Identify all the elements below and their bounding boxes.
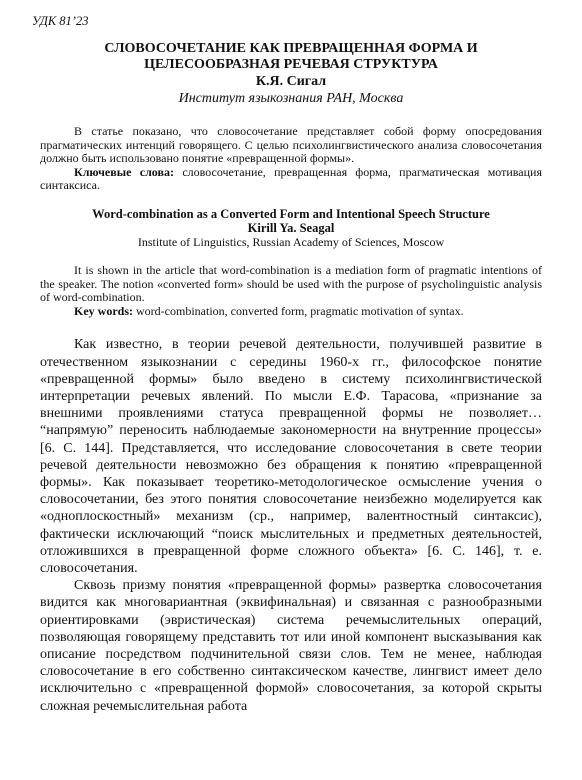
abstract-en-text: It is shown in the article that word-combination is a mediation form of pragmatic intentions of the speaker. The notion «converted form» should be used with the purpose of psycholinguistic analysis of word-combination. bbox=[40, 262, 542, 305]
article-title-en: Word-combination as a Converted Form and Intentional Speech Structure bbox=[92, 206, 490, 221]
title-ru-line-2: ЦЕЛЕСООБРАЗНАЯ РЕЧЕВАЯ СТРУКТУРА bbox=[144, 57, 438, 72]
institution-ru: Институт языкознания РАН, Москва bbox=[178, 91, 404, 106]
title-ru-line-1: СЛОВОСОЧЕТАНИЕ КАК ПРЕВРАЩЕННАЯ ФОРМА И bbox=[104, 41, 478, 56]
keywords-ru-label: Ключевые слова: bbox=[74, 164, 174, 179]
abstract-ru-text: В статье показано, что словосочетание представляет собой форму опосредования прагматических интенций говорящего. С целью психолингвистического анализа словосочетания должно быть использовано понятие «превращенной формы». bbox=[40, 124, 542, 166]
keywords-ru bbox=[40, 166, 542, 193]
keywords-en bbox=[40, 305, 542, 319]
author-en: Kirill Ya. Seagal bbox=[247, 220, 335, 235]
body-paragraph-1: Как известно, в теории речевой деятельности, получившей развитие в отечественном языкознании с середины 1960-х гг., философское понятие «превращенной формы» было введено в систему психолингвистической интерпретации речевых явлений. По мысли Е.Ф. Тарасова, «признание за внешними проявлениями статуса превращенной формы не позволяет… “напрямую” переносить наблюдаемые закономерности на внутренние процессы» [6. С. 144]. Представляется, что исследование словосочетания в свете теории речевой деятельности невозможно без обращения к понятию «превращенной формы». Как показывает теоретико-методологическое осмысление учения о словосочетании, без этого понятия словосочетание неизбежно моделируется как «одноплоскостный» механизм (ср., например, валентностный синтаксис), фактически исключающий “поиск мыслительных и предметных деятельностей, отложившихся в превращенной форме сложного объекта» [6. С. 146], т. е. словосочетания. bbox=[40, 337, 542, 576]
body-paragraph-2: Сквозь призму понятия «превращенной формы» развертка словосочетания видится как многовариантная (эквифинальная) и связанная с разнообразными ориентировками (эвристическая) система речемыслительных операций, позволяющая говорящему представить тот или иной компонент высказывания как описание посредством подчинительной связи слов. Тем не менее, наблюдая словосочетание в его собственно синтаксическом качестве, лингвист имеет дело исключительно с «превращенной формой» словосочетания, за которой скрыты сложная речемыслительная работа bbox=[40, 578, 542, 714]
abstract-en bbox=[40, 264, 542, 318]
keywords-en-list: word-combination, converted form, pragmatic motivation of syntax. bbox=[133, 303, 464, 318]
keywords-en-label: Key words: bbox=[74, 303, 133, 318]
institution-en: Institute of Linguistics, Russian Academy of Sciences, Moscow bbox=[137, 234, 445, 249]
author-ru: К.Я. Сигал bbox=[255, 74, 327, 89]
article-title-ru bbox=[40, 41, 542, 73]
udk-code: УДК 81’23 bbox=[32, 14, 89, 28]
keywords-ru-list: словосочетание, превращенная форма, прагматическая мотивация синтаксиса. bbox=[40, 164, 542, 193]
abstract-ru bbox=[40, 125, 542, 193]
article-body bbox=[40, 336, 542, 714]
